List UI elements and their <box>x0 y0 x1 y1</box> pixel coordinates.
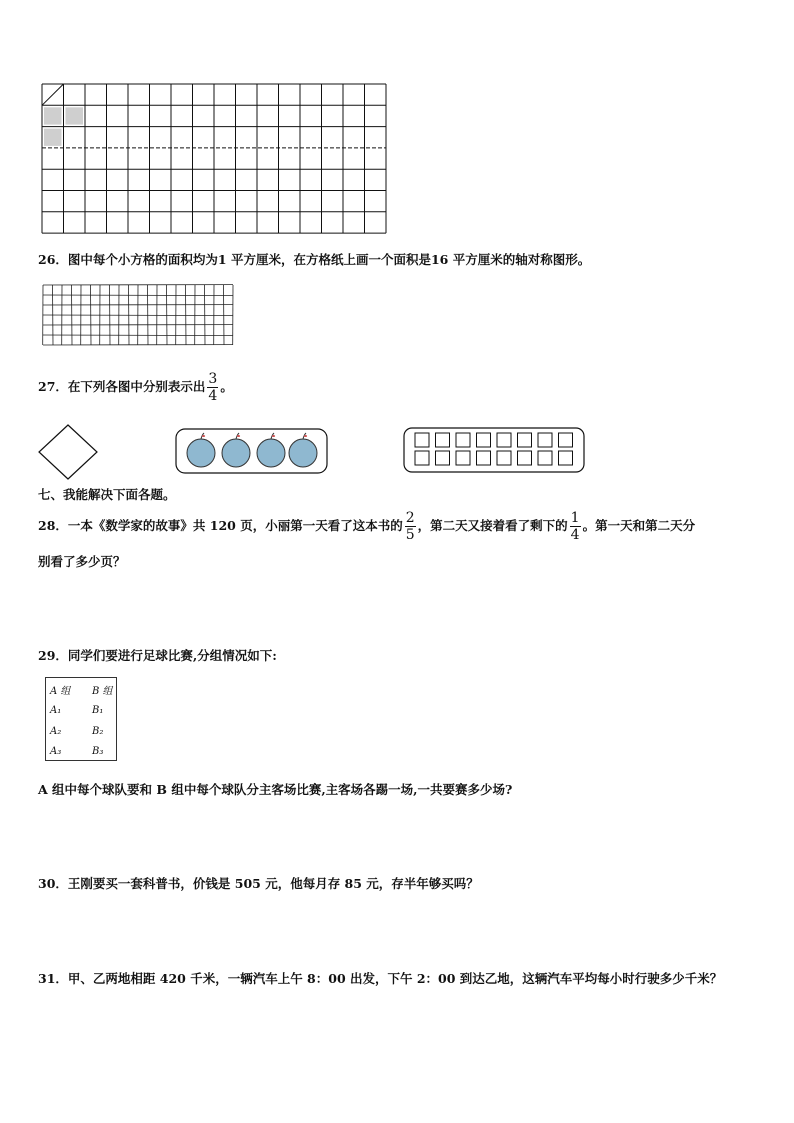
table-cell-a3: A₃ <box>50 746 62 757</box>
table-cell-b2: B₂ <box>92 726 104 737</box>
fraction-numerator: 3 <box>208 371 218 387</box>
squares-box <box>403 427 585 473</box>
table-header-a: A 组 <box>50 686 71 697</box>
question-30 <box>38 874 479 892</box>
question-number: 31． <box>38 971 68 986</box>
question-text: 同学们要进行足球比赛,分组情况如下: <box>67 648 277 663</box>
question-number: 27． <box>38 379 68 394</box>
table-cell-b3: B₃ <box>92 746 104 757</box>
table-cell-b1: B₁ <box>92 705 104 716</box>
question-29 <box>38 646 277 664</box>
diamond-shape <box>37 423 99 481</box>
question-text-part1: 一本《数学家的故事》共 120 页，小丽第一天看了这本书的 <box>67 518 403 533</box>
question-text: 图中每个小方格的面积均为1 平方厘米，在方格纸上画一个面积是16 平方厘米的轴对称图形。 <box>67 252 591 267</box>
question-26 <box>38 250 590 268</box>
question-text: 甲、乙两地相距 420 千米，一辆汽车上午 8：00 出发，下午 2：00 到达乙地，这辆汽车平均每小时行驶多少千米？ <box>67 971 723 986</box>
question-text-part3: 。第一天和第二天分 <box>582 518 696 533</box>
table-cell-a1: A₁ <box>50 705 62 716</box>
fraction-denominator: 4 <box>570 527 580 543</box>
fraction-denominator: 4 <box>208 388 218 404</box>
fraction-numerator: 1 <box>570 510 580 526</box>
question-number: 28． <box>38 518 68 533</box>
square-grid-paper <box>42 283 236 347</box>
top-grid-figure <box>40 83 390 235</box>
question-text-part2: ，第二天又接着看了剩下的 <box>417 518 568 533</box>
fraction-denominator: 5 <box>405 527 415 543</box>
question-text: 在下列各图中分别表示出 <box>67 379 206 394</box>
fraction-one-quarter <box>570 510 581 543</box>
group-table <box>45 677 117 761</box>
question-27 <box>38 371 233 404</box>
fraction-two-fifths <box>405 510 416 543</box>
fraction-three-quarters <box>207 371 218 404</box>
question-31 <box>38 969 722 987</box>
question-28 <box>38 510 695 543</box>
question-text-end: 。 <box>220 379 233 394</box>
fraction-numerator: 2 <box>405 510 415 526</box>
table-header-b: B 组 <box>92 686 113 697</box>
question-28-line2: 别看了多少页？ <box>38 554 126 569</box>
question-number: 30． <box>38 876 68 891</box>
table-cell-a2: A₂ <box>50 726 62 737</box>
section-title: 七、我能解决下面各题。 <box>38 487 176 502</box>
apples-box <box>175 428 328 474</box>
question-number: 26． <box>38 252 68 267</box>
question-text: 王刚要买一套科普书，价钱是 505 元，他每月存 85 元，存半年够买吗？ <box>67 876 479 891</box>
question-29-body: A 组中每个球队要和 B 组中每个球队分主客场比赛,主客场各踢一场,一共要赛多少场? <box>38 782 513 797</box>
question-number: 29． <box>38 648 68 663</box>
